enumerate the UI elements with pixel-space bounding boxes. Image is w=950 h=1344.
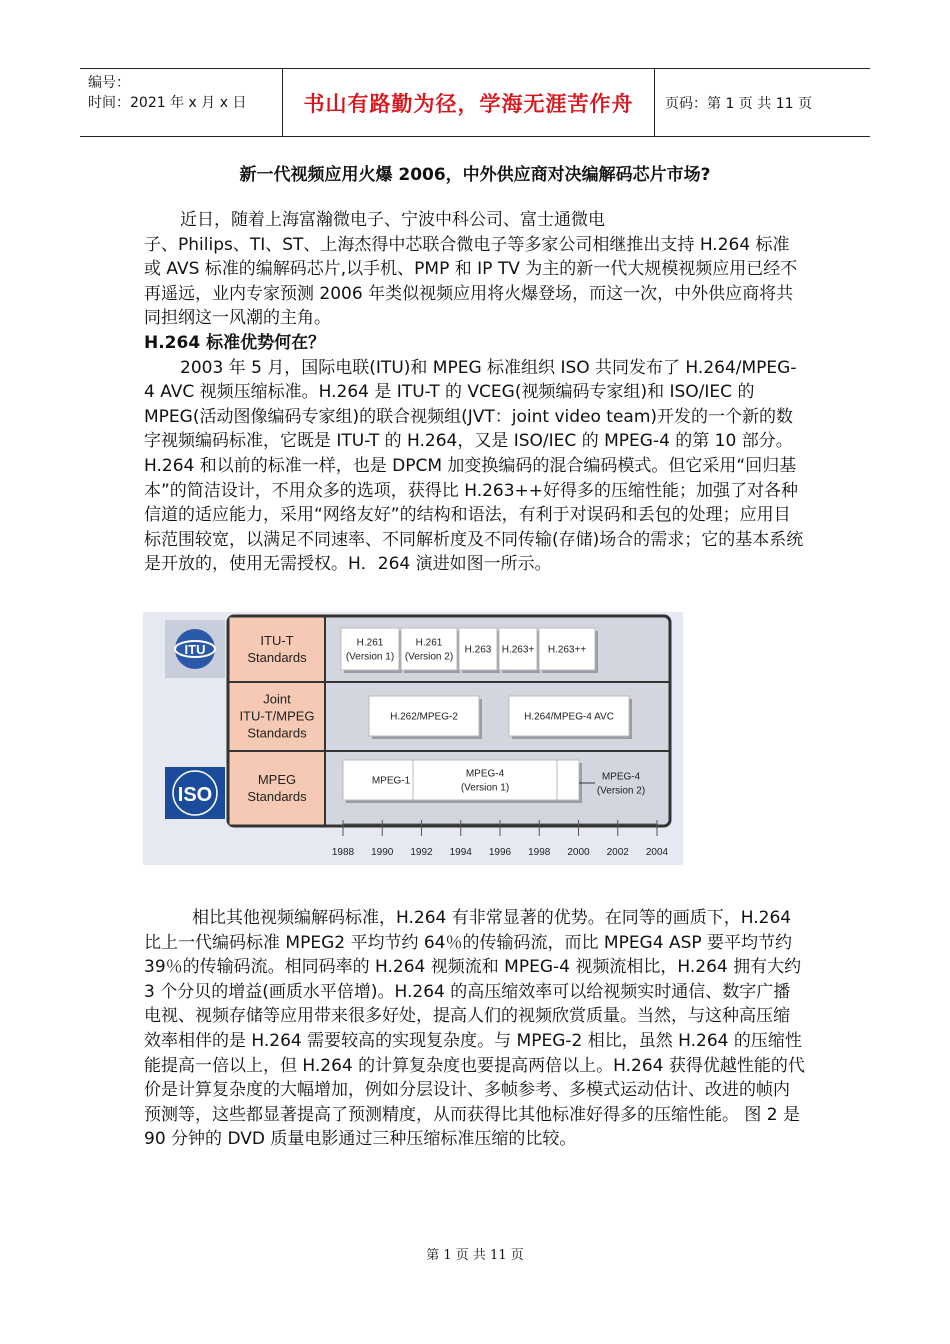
itu-standard-box-label: H.261 (356, 637, 384, 649)
row-label: ITU-T/MPEG (239, 708, 315, 724)
itu-standard-box-label: H.263 (464, 644, 492, 656)
mpeg-standard-label: (Version 2) (596, 785, 646, 797)
time-label: 时间：2021 年 x 月 x 日 (88, 95, 247, 111)
row-label: Joint (263, 691, 291, 707)
page-header (80, 68, 870, 137)
joint-standard-box-label: H.264/MPEG-4 AVC (524, 711, 614, 723)
mpeg-standard-box (413, 760, 557, 800)
document-title: 新一代视频应用火爆 2006，中外供应商对决编解码芯片市场? (239, 165, 711, 185)
body-section-1 (144, 208, 806, 577)
year-label: 1988 (331, 847, 355, 858)
itu-standard-box (401, 628, 457, 670)
subheading: H.264 标准优势何在？ (144, 332, 326, 353)
paragraph-3: 相比其他视频编解码标准，H.264 有非常显著的优势。在同等的画质下，H.264 比上一代编码标准 MPEG2 平均节约 64％的传输码流，而比 MPEG4 ASP 要平均节约 39％的传输码流。相同码率的 H.264 视频流和 MPEG-4 视频流相比，H.264 拥有大约 3 个分贝的增益(画质水平倍增)。H.264 的高压缩效率可以给视频实时通信、数字广播电视、视频存储等应用带来很多好处，提高人们的视频欣赏质量。当然，与这种高压缩效率相伴的是 H.264 需要较高的实现复杂度。与 MPEG-2 相比，虽然 H.264 的压缩性能提高一倍以上，但 H.264 的计算复杂度也要提高两倍以上。H.264 获得优越性能的代价是计算复杂度的大幅增加，例如分层设计、多帧参考、多模式运动估计、改进的帧内预测等，这些都显著提高了预测精度，从而获得比其他标准好得多的压缩性能。 图 2 是 90 分钟的 DVD 质量电影通过三种压缩标准压缩的比较。 (144, 908, 805, 1150)
year-label: 2002 (606, 847, 629, 858)
year-axis (332, 820, 669, 858)
itu-standard-box-label: H.261 (415, 637, 443, 649)
joint-standard-box-label: H.262/MPEG-2 (390, 711, 458, 723)
mpeg-standard-box (557, 760, 579, 800)
row-label: Standards (247, 725, 307, 741)
page-footer: 第 1 页 共 11 页 (426, 1248, 524, 1263)
header-motto: 书山有路勤为径，学海无涯苦作舟 (282, 69, 655, 136)
row-label: MPEG (257, 771, 297, 787)
number-label: 编号： (88, 75, 130, 91)
itu-standard-box-label: H.263++ (547, 644, 587, 656)
header-meta (80, 69, 282, 136)
year-label: 1990 (371, 847, 394, 858)
row-label: ITU-T (260, 632, 294, 648)
evolution-diagram (143, 612, 683, 865)
itu-standard-box (341, 628, 399, 670)
itu-standard-box-label: (Version 1) (345, 651, 395, 663)
year-label: 2000 (567, 847, 590, 858)
header-page-info: 页码：第 1 页 共 11 页 (665, 95, 812, 112)
year-label: 1992 (410, 847, 433, 858)
mpeg-standard-label: MPEG-4 (601, 771, 641, 783)
paragraph-1-first-line: 近日，随着上海富瀚微电子、宁波中科公司、富士通微电 (180, 210, 605, 230)
mpeg-standard-box-label: MPEG-4 (465, 768, 505, 780)
paragraph-1: 子、Philips、TI、ST、上海杰得中芯联合微电子等多家公司相继推出支持 H.264 标准或 AVS 标准的编解码芯片,以手机、PMP 和 IP TV 为主的新一代大规模视频应用已经不再遥远，业内专家预测 2006 年类似视频应用将火爆登场，而这一次，中外供应商将共同担纲这一风潮的主角。 (144, 234, 798, 329)
mpeg-standard-box-label: MPEG-1 (371, 775, 411, 787)
iso-logo-text: ISO (177, 784, 213, 806)
row-label: Standards (247, 649, 307, 665)
year-label: 1994 (449, 847, 472, 858)
h264-evolution-figure (143, 612, 683, 865)
year-label: 1996 (488, 847, 512, 858)
paragraph-2: 2003 年 5 月，国际电联(ITU)和 MPEG 标准组织 ISO 共同发布了 H.264/MPEG-4 AVC 视频压缩标准。H.264 是 ITU-T 的 VCEG(视频编码专家组)和 ISO/IEC 的 MPEG(活动图像编码专家组)的联合视频组(JVT：joint video team)开发的一个新的数字视频编码标准，它既是 ITU-T 的 H.264，又是 ISO/IEC 的 MPEG-4 的第 10 部分。H.264 和以前的标准一样，也是 DPCM 加变换编码的混合编码模式。但它采用“回归基本”的简洁设计，不用众多的选项，获得比 H.263++好得多的压缩性能；加强了对各种信道的适应能力，采用“网络友好”的结构和语法，有利于对误码和丢包的处理；应用目标范围较宽，以满足不同速率、不同解析度及不同传输(存储)场合的需求；它的基本系统是开放的，使用无需授权。H．264 演进如图一所示。 (144, 357, 804, 575)
itu-standard-box-label: H.263+ (501, 644, 535, 656)
row-label: Standards (247, 788, 307, 804)
itu-logo-text: ITU (184, 642, 206, 657)
year-label: 2004 (645, 847, 669, 858)
mpeg-standard-box-label: (Version 1) (460, 782, 510, 794)
year-label: 1998 (528, 847, 551, 858)
itu-standard-box-label: (Version 2) (404, 651, 454, 663)
